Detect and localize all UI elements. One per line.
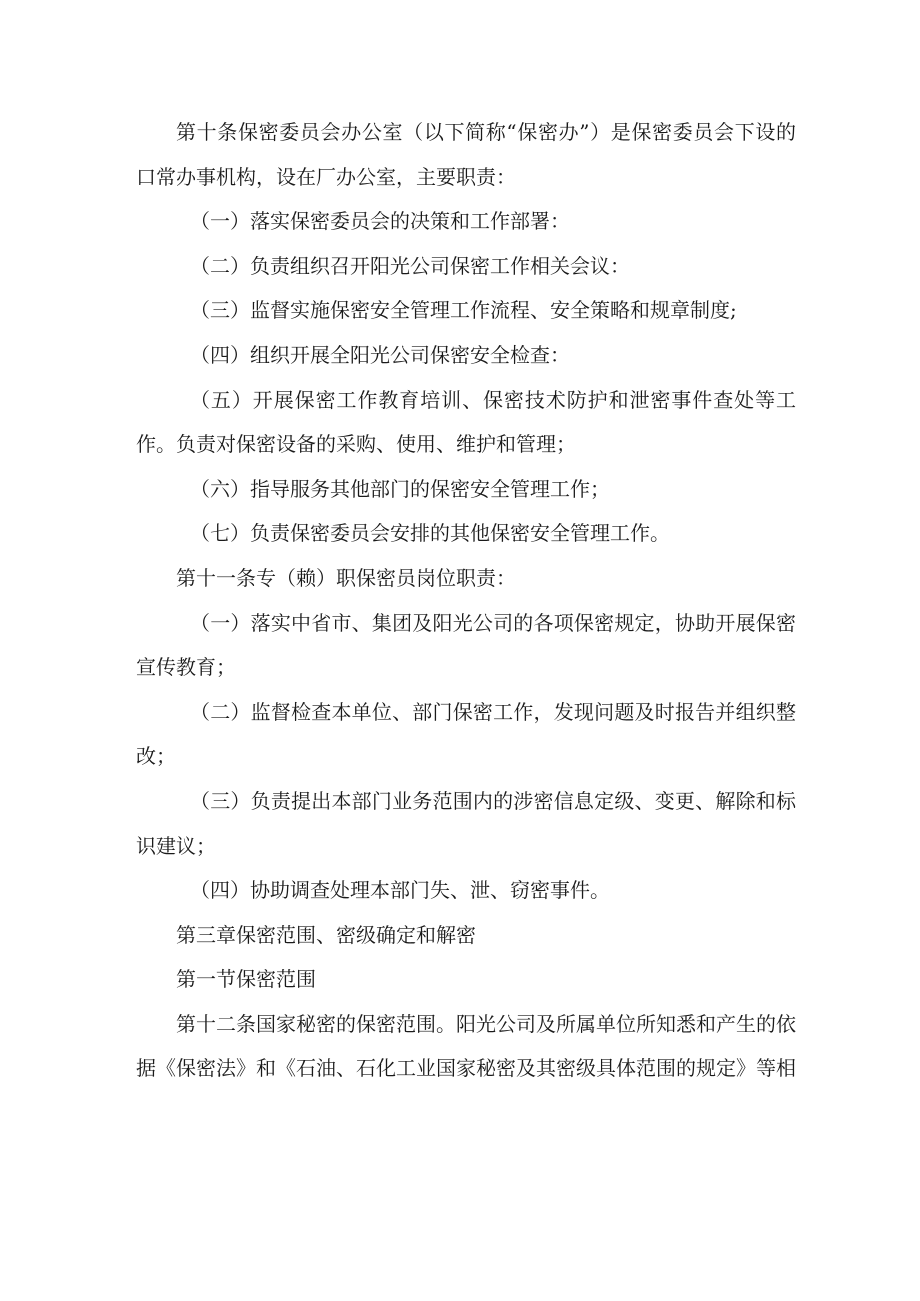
article-10-item-6: （六）指导服务其他部门的保密安全管理工作； xyxy=(190,476,610,501)
article-11-item-4: （四）协助调查处理本部门失、泄、窃密事件。 xyxy=(190,878,610,903)
article-11-item-2: （二）监督检查本单位、部门保密工作，发现问题及时报告并组织整改； xyxy=(136,699,796,769)
article-11-item-3: （三）负责提出本部门业务范围内的涉密信息定级、变更、解除和标识建议； xyxy=(136,788,796,858)
article-10-item-4: （四）组织开展全阳光公司保密安全检查： xyxy=(190,342,570,367)
article-10-item-7: （七）负责保密委员会安排的其他保密安全管理工作。 xyxy=(190,521,670,546)
article-11-item-1: （一）落实中省市、集团及阳光公司的各项保密规定，协助开展保密宣传教育； xyxy=(136,610,796,680)
article-10-item-3: （三）监督实施保密安全管理工作流程、安全策略和规章制度; xyxy=(190,298,737,323)
article-10-item-1: （一）落实保密委员会的决策和工作部署： xyxy=(190,209,570,234)
section-1-heading: 第一节保密范围 xyxy=(176,967,316,992)
article-10-item-5: （五）开展保密工作教育培训、保密技术防护和泄密事件查处等工作。负责对保密设备的采购、使用、维护和管理； xyxy=(136,387,796,457)
document-body xyxy=(136,110,796,1091)
article-11-paragraph: 第十一条专（赖）职保密员岗位职责： xyxy=(176,565,516,590)
article-10-item-2: （二）负责组织召开阳光公司保密工作相关会议： xyxy=(190,253,630,278)
chapter-3-heading: 第三章保密范围、密级确定和解密 xyxy=(176,922,476,947)
article-10-paragraph: 第十条保密委员会办公室（以下简称“保密办”）是保密委员会下设的口常办事机构，设在厂办公室，主要职责： xyxy=(136,120,796,189)
article-12-paragraph: 第十二条国家秘密的保密范围。阳光公司及所属单位所知悉和产生的依据《保密法》和《石油、石化工业国家秘密及其密级具体范围的规定》等相 xyxy=(136,1011,796,1081)
